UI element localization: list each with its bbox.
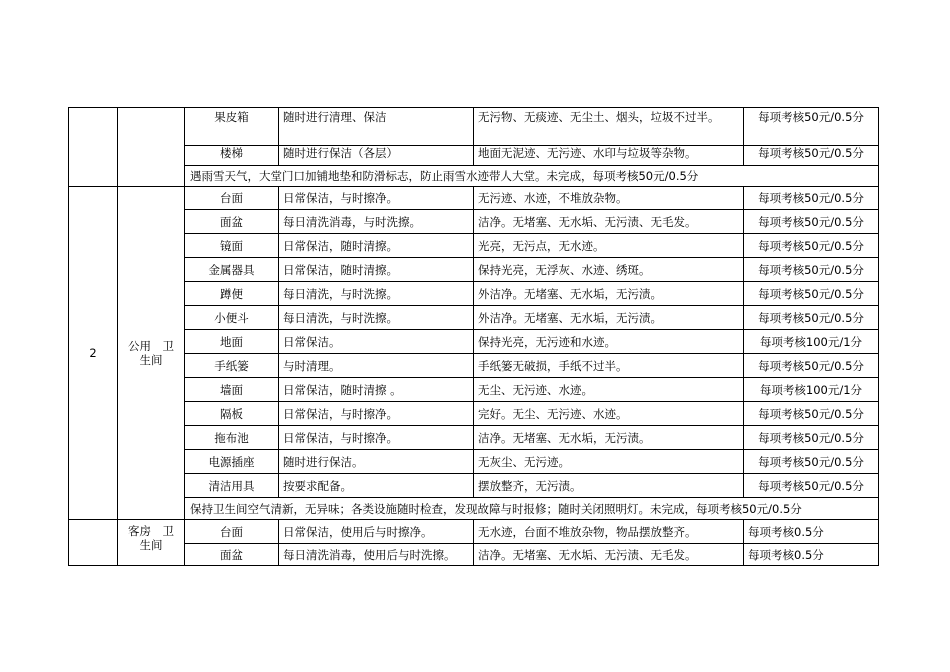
standard-cell: 外洁净。无堵塞、无水垢，无污渍。 <box>474 306 744 330</box>
section-number <box>69 520 118 566</box>
area-cell <box>118 108 185 187</box>
assessment-cell: 每项考核50元/0.5分 <box>744 187 879 210</box>
item-cell: 面盆 <box>185 210 279 234</box>
assessment-cell: 每项考核50元/0.5分 <box>744 210 879 234</box>
table-row <box>69 330 879 354</box>
item-cell: 蹲便 <box>185 282 279 306</box>
table-row <box>69 378 879 402</box>
cleaning-standards-table <box>68 107 879 566</box>
assessment-cell: 每项考核50元/0.5分 <box>744 354 879 378</box>
standard-cell: 保持光亮，无浮灰、水迹、绣斑。 <box>474 258 744 282</box>
assessment-cell: 每项考核50元/0.5分 <box>744 450 879 474</box>
item-cell: 镜面 <box>185 234 279 258</box>
table-row <box>69 520 879 544</box>
item-cell: 手纸篓 <box>185 354 279 378</box>
item-cell: 隔板 <box>185 402 279 426</box>
table-row <box>69 450 879 474</box>
frequency-cell: 日常保洁，使用后与时擦净。 <box>279 520 474 544</box>
assessment-cell: 每项考核50元/0.5分 <box>744 306 879 330</box>
table-row <box>69 108 879 146</box>
standard-cell: 无尘、无污迹、水迹。 <box>474 378 744 402</box>
number-cell <box>69 108 118 187</box>
item-cell: 地面 <box>185 330 279 354</box>
standard-cell: 洁净。无堵塞、无水垢、无污渍、无毛发。 <box>474 544 744 566</box>
standard-cell: 地面无泥迹、无污迹、水印与垃圾等杂物。 <box>474 146 744 166</box>
standard-cell: 无污迹、水迹，不堆放杂物。 <box>474 187 744 210</box>
section-number: 2 <box>69 187 118 520</box>
item-cell: 小便斗 <box>185 306 279 330</box>
restroom-note: 保持卫生间空气清新，无异味；各类设施随时检查，发现故障与时报修；随时关闭照明灯。未完成，每项考核50元/0.5分 <box>185 498 879 520</box>
standard-cell: 无水迹，台面不堆放杂物，物品摆放整齐。 <box>474 520 744 544</box>
assessment-cell: 每项考核100元/1分 <box>744 378 879 402</box>
standard-cell: 洁净。无堵塞、无水垢、无污渍、无毛发。 <box>474 210 744 234</box>
table-row <box>69 354 879 378</box>
section-area: 公用 卫生间 <box>118 187 185 520</box>
section-area: 客房 卫生间 <box>118 520 185 566</box>
frequency-cell: 按要求配备。 <box>279 474 474 498</box>
table-row <box>69 166 879 187</box>
assessment-cell: 每项考核50元/0.5分 <box>744 258 879 282</box>
frequency-cell: 随时进行保洁（各层） <box>279 146 474 166</box>
frequency-cell: 随时进行保洁。 <box>279 450 474 474</box>
item-cell: 清洁用具 <box>185 474 279 498</box>
item-cell: 电源插座 <box>185 450 279 474</box>
frequency-cell: 日常保洁，随时清擦 。 <box>279 378 474 402</box>
rain-note: 遇雨雪天气，大堂门口加铺地垫和防滑标志，防止雨雪水迹带人大堂。未完成，每项考核50元/0.5分 <box>185 166 879 187</box>
item-cell: 楼梯 <box>185 146 279 166</box>
table-row <box>69 187 879 210</box>
table-row <box>69 282 879 306</box>
frequency-cell: 日常保洁，随时清擦。 <box>279 258 474 282</box>
frequency-cell: 日常保洁。 <box>279 330 474 354</box>
assessment-cell: 每项考核50元/0.5分 <box>744 146 879 166</box>
standard-cell: 无污物、无痰迹、无尘土、烟头，垃圾不过半。 <box>474 108 744 146</box>
standard-cell: 完好。无尘、无污迹、水迹。 <box>474 402 744 426</box>
table-row <box>69 402 879 426</box>
item-cell: 墙面 <box>185 378 279 402</box>
table-row <box>69 210 879 234</box>
standard-cell: 外洁净。无堵塞、无水垢，无污渍。 <box>474 282 744 306</box>
assessment-cell: 每项考核50元/0.5分 <box>744 108 879 146</box>
frequency-cell: 每日清洗消毒，与时洗擦。 <box>279 210 474 234</box>
frequency-cell: 日常保洁，与时擦净。 <box>279 187 474 210</box>
frequency-cell: 日常保洁，与时擦净。 <box>279 426 474 450</box>
table-row <box>69 474 879 498</box>
standard-cell: 摆放整齐，无污渍。 <box>474 474 744 498</box>
table-row <box>69 234 879 258</box>
standard-cell: 无灰尘、无污迹。 <box>474 450 744 474</box>
assessment-cell: 每项考核50元/0.5分 <box>744 234 879 258</box>
item-cell: 拖布池 <box>185 426 279 450</box>
standard-cell: 手纸篓无破损，手纸不过半。 <box>474 354 744 378</box>
item-cell: 金属器具 <box>185 258 279 282</box>
frequency-cell: 日常保洁，随时清擦。 <box>279 234 474 258</box>
assessment-cell: 每项考核100元/1分 <box>744 330 879 354</box>
assessment-cell: 每项考核50元/0.5分 <box>744 402 879 426</box>
frequency-cell: 每日清洗，与时洗擦。 <box>279 282 474 306</box>
assessment-cell: 每项考核0.5分 <box>744 520 879 544</box>
frequency-cell: 随时进行清理、保洁 <box>279 108 474 146</box>
item-cell: 果皮箱 <box>185 108 279 146</box>
standard-cell: 光亮，无污点，无水迹。 <box>474 234 744 258</box>
table-row <box>69 544 879 566</box>
table-row <box>69 306 879 330</box>
table-row <box>69 258 879 282</box>
assessment-cell: 每项考核50元/0.5分 <box>744 426 879 450</box>
table-row <box>69 146 879 166</box>
frequency-cell: 每日清洗消毒，使用后与时洗擦。 <box>279 544 474 566</box>
item-cell: 台面 <box>185 520 279 544</box>
table-row <box>69 426 879 450</box>
item-cell: 台面 <box>185 187 279 210</box>
standard-cell: 洁净。无堵塞、无水垢，无污渍。 <box>474 426 744 450</box>
table-row <box>69 498 879 520</box>
frequency-cell: 每日清洗，与时洗擦。 <box>279 306 474 330</box>
assessment-cell: 每项考核50元/0.5分 <box>744 282 879 306</box>
assessment-cell: 每项考核50元/0.5分 <box>744 474 879 498</box>
item-cell: 面盆 <box>185 544 279 566</box>
assessment-cell: 每项考核0.5分 <box>744 544 879 566</box>
standard-cell: 保持光亮，无污迹和水迹。 <box>474 330 744 354</box>
frequency-cell: 日常保洁，与时擦净。 <box>279 402 474 426</box>
frequency-cell: 与时清理。 <box>279 354 474 378</box>
